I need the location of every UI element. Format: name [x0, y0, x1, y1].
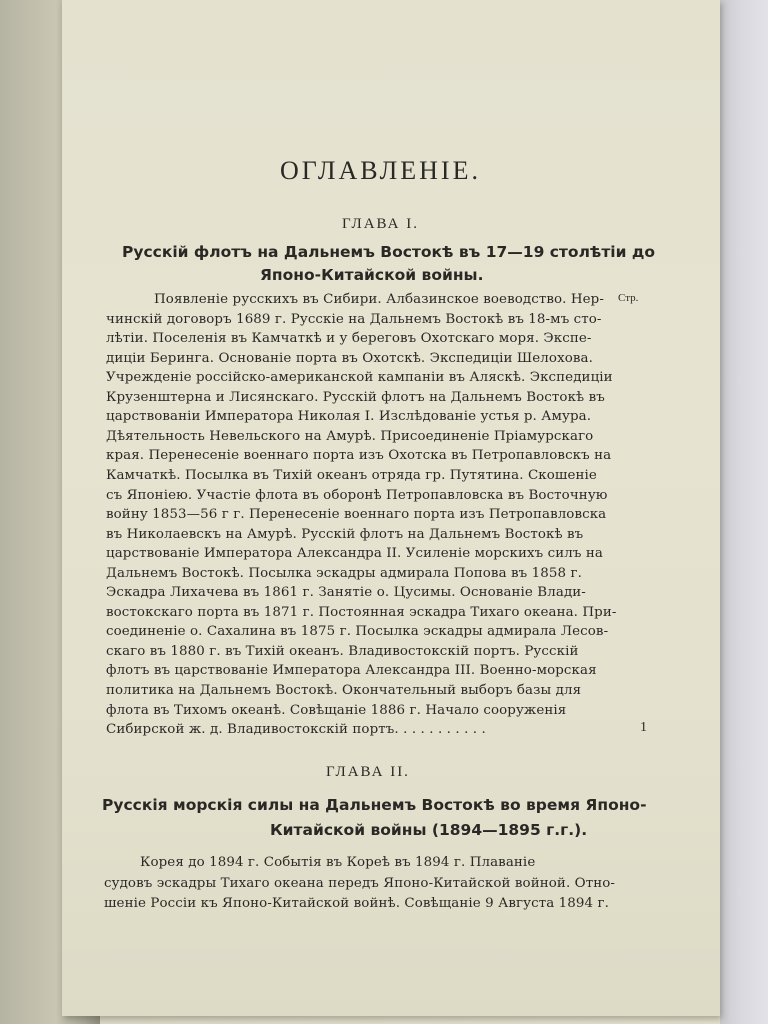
- chapter-1-page-number: 1: [640, 720, 647, 735]
- right-background: [720, 0, 768, 1024]
- chapter-1-title-line-2: Японо-Китайской войны.: [260, 266, 484, 284]
- page-title: ОГЛАВЛЕНІЕ.: [280, 156, 481, 185]
- chapter-2-title-line-1: Русскія морскія силы на Дальнемъ Востокѣ во время Японо-: [102, 796, 647, 814]
- body-line: востокскаго порта въ 1871 г. Постоянная эскадра Тихаго океана. При-: [106, 604, 617, 620]
- body-line: царствованіе Императора Александра II. Усиленіе морскихъ силъ на: [106, 546, 603, 562]
- body-line: политика на Дальнемъ Востокѣ. Окончательный выборъ базы для: [106, 683, 582, 698]
- body-line: Появленіе русскихъ въ Сибири. Албазинское воеводство. Нер-: [154, 292, 604, 307]
- body-line: Учрежденіе россійско-американской кампаніи въ Аляскѣ. Экспедиціи: [106, 370, 613, 386]
- body-line: Эскадра Лихачева въ 1861 г. Занятіе о. Цусимы. Основаніе Влади-: [106, 585, 586, 601]
- body-line: Крузенштерна и Лисянскаго. Русскій флотъ на Дальнемъ Востокѣ въ: [106, 389, 605, 405]
- chapter-1-label: ГЛАВА I.: [342, 216, 419, 232]
- body-line: Дѣятельность Невельского на Амурѣ. Присоединеніе Пріамурскаго: [106, 428, 594, 444]
- body-line: лѣтіи. Поселенія въ Камчаткѣ и у береговъ Охотскаго моря. Экспе-: [106, 331, 592, 347]
- body-line: судовъ эскадры Тихаго океана передъ Японо-Китайской войной. Отно-: [104, 875, 616, 891]
- body-line: въ Николаевскъ на Амурѣ. Русскій флотъ на Дальнемъ Востокѣ въ: [106, 526, 584, 542]
- body-line: чинскій договоръ 1689 г. Русскіе на Дальнемъ Востокѣ въ 18-мъ сто-: [106, 311, 602, 327]
- body-line: соединеніе о. Сахалина въ 1875 г. Посылка эскадры адмирала Лесов-: [106, 624, 609, 640]
- body-line: шеніе Россіи къ Японо-Китайской войнѣ. Совѣщаніе 9 Августа 1894 г.: [104, 896, 609, 911]
- body-line: съ Японіею. Участіе флота въ оборонѣ Петропавловска въ Восточную: [106, 487, 608, 503]
- chapter-2-label: ГЛАВА II.: [326, 764, 410, 780]
- body-line: Дальнемъ Востокѣ. Посылка эскадры адмирала Попова въ 1858 г.: [106, 565, 582, 581]
- body-line: царствованіи Императора Николая I. Изслѣдованіе устья р. Амура.: [106, 409, 592, 425]
- body-line: диціи Беринга. Основаніе порта въ Охотскѣ. Экспедиціи Шелохова.: [106, 350, 593, 366]
- body-line: Корея до 1894 г. Событія въ Кореѣ въ 1894 г. Плаваніе: [140, 855, 536, 870]
- page-column-label: Стр.: [618, 292, 639, 304]
- body-line: флота въ Тихомъ океанѣ. Совѣщаніе 1886 г. Начало сооруженія: [106, 702, 567, 718]
- body-line: флотъ въ царствованіе Императора Александра III. Военно-морская: [106, 663, 597, 679]
- body-line: Сибирской ж. д. Владивостокскій портъ. . . . . . . . . . .: [106, 722, 486, 738]
- body-line: Камчаткѣ. Посылка въ Тихій океанъ отряда гр. Путятина. Скошеніе: [106, 467, 597, 483]
- body-line: скаго въ 1880 г. въ Тихій океанъ. Владивостокскій портъ. Русскій: [106, 643, 579, 659]
- chapter-1-title-line-1: Русскій флотъ на Дальнемъ Востокѣ въ 17—19 столѣтіи до: [122, 243, 656, 261]
- body-line: войну 1853—56 г г. Перенесеніе военнаго порта изъ Петропавловска: [106, 507, 607, 523]
- body-line: края. Перенесеніе военнаго порта изъ Охотска въ Петропавловскъ на: [106, 448, 612, 464]
- chapter-2-title-line-2: Китайской войны (1894—1895 г.г.).: [270, 821, 588, 839]
